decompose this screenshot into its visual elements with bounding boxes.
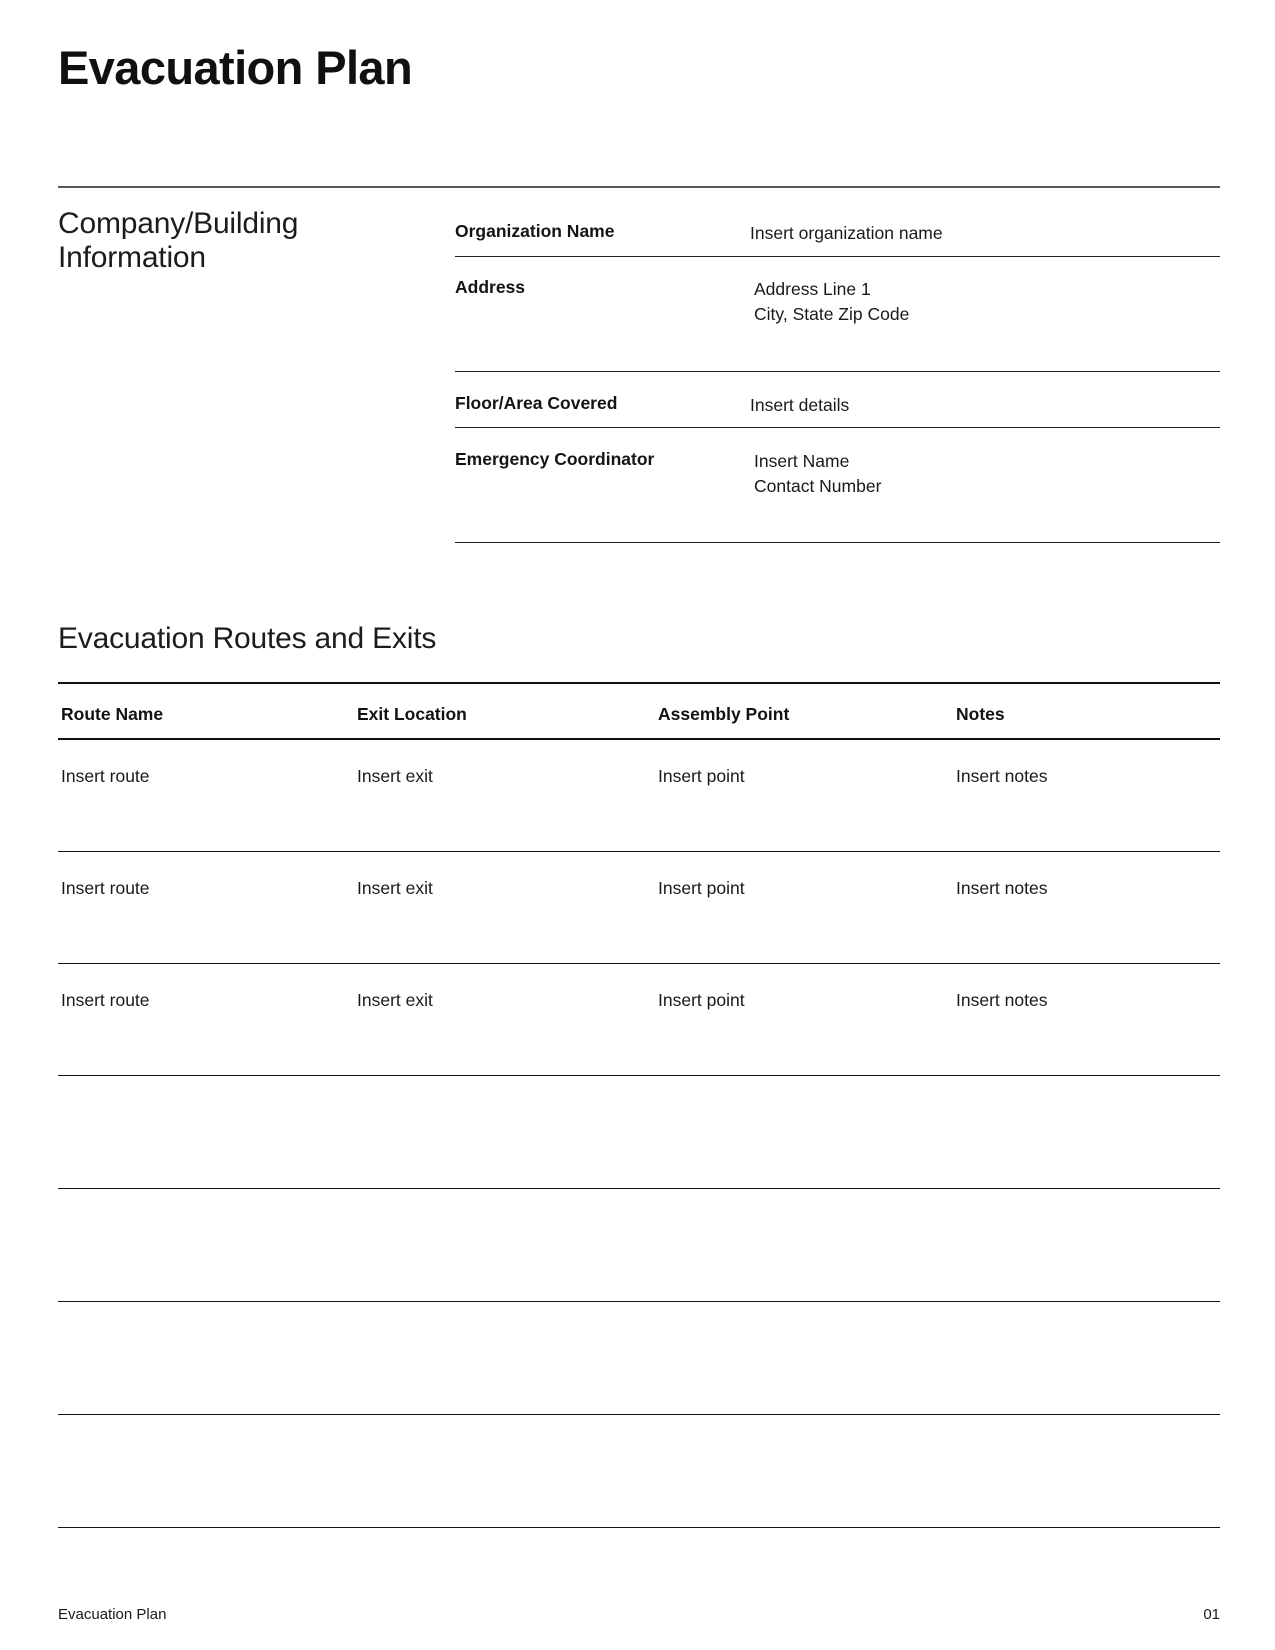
info-row-floor-area — [455, 372, 1220, 428]
info-row-emergency-coordinator — [455, 428, 1220, 543]
exit-location-cell[interactable]: Insert exit — [357, 990, 433, 1010]
floor-area-value[interactable] — [750, 393, 1220, 427]
section-heading-company-info: Company/Building Information — [58, 207, 299, 274]
exit-location-cell[interactable]: Insert exit — [357, 766, 433, 786]
section-heading-routes: Evacuation Routes and Exits — [58, 622, 437, 655]
table-row-empty[interactable] — [58, 1302, 1220, 1415]
assembly-point-cell[interactable]: Insert point — [658, 990, 745, 1010]
address-value[interactable] — [750, 277, 1220, 371]
column-header-notes: Notes — [956, 704, 1005, 724]
column-header-exit-location: Exit Location — [357, 704, 467, 724]
info-row-organization-name — [455, 187, 1220, 257]
assembly-point-cell[interactable]: Insert point — [658, 878, 745, 898]
route-name-cell[interactable]: Insert route — [61, 990, 150, 1010]
organization-name-label: Organization Name — [455, 221, 615, 241]
address-line2-placeholder[interactable]: City, State Zip Code — [754, 304, 910, 324]
info-row-address — [455, 257, 1220, 372]
table-row-empty[interactable] — [58, 1076, 1220, 1189]
notes-cell[interactable]: Insert notes — [956, 990, 1048, 1010]
organization-name-value[interactable] — [750, 221, 1220, 256]
address-label: Address — [455, 277, 526, 297]
table-row — [58, 964, 1220, 1076]
table-row — [58, 740, 1220, 852]
route-name-cell[interactable]: Insert route — [61, 766, 150, 786]
footer-doc-name: Evacuation Plan — [58, 1606, 167, 1623]
coordinator-contact-placeholder[interactable]: Contact Number — [754, 476, 882, 496]
company-info-grid — [455, 187, 1220, 543]
column-header-assembly-point: Assembly Point — [658, 704, 790, 724]
floor-area-label: Floor/Area Covered — [455, 393, 618, 413]
table-row-empty[interactable] — [58, 1415, 1220, 1528]
routes-table — [58, 682, 1220, 1528]
page-footer — [58, 1605, 1220, 1624]
notes-cell[interactable]: Insert notes — [956, 878, 1048, 898]
address-line1-placeholder[interactable]: Address Line 1 — [754, 279, 871, 299]
coordinator-name-placeholder[interactable]: Insert Name — [754, 451, 850, 471]
column-header-route-name: Route Name — [61, 704, 164, 724]
table-row-empty[interactable] — [58, 1189, 1220, 1302]
organization-name-placeholder[interactable]: Insert organization name — [750, 223, 943, 243]
floor-area-placeholder[interactable]: Insert details — [750, 395, 850, 415]
footer-page-number: 01 — [1203, 1606, 1220, 1623]
route-name-cell[interactable]: Insert route — [61, 878, 150, 898]
emergency-coordinator-label: Emergency Coordinator — [455, 449, 655, 469]
emergency-coordinator-value[interactable] — [750, 449, 1220, 542]
notes-cell[interactable]: Insert notes — [956, 766, 1048, 786]
routes-table-header — [58, 684, 1220, 740]
table-row — [58, 852, 1220, 964]
page-title: Evacuation Plan — [58, 41, 413, 94]
exit-location-cell[interactable]: Insert exit — [357, 878, 433, 898]
assembly-point-cell[interactable]: Insert point — [658, 766, 745, 786]
